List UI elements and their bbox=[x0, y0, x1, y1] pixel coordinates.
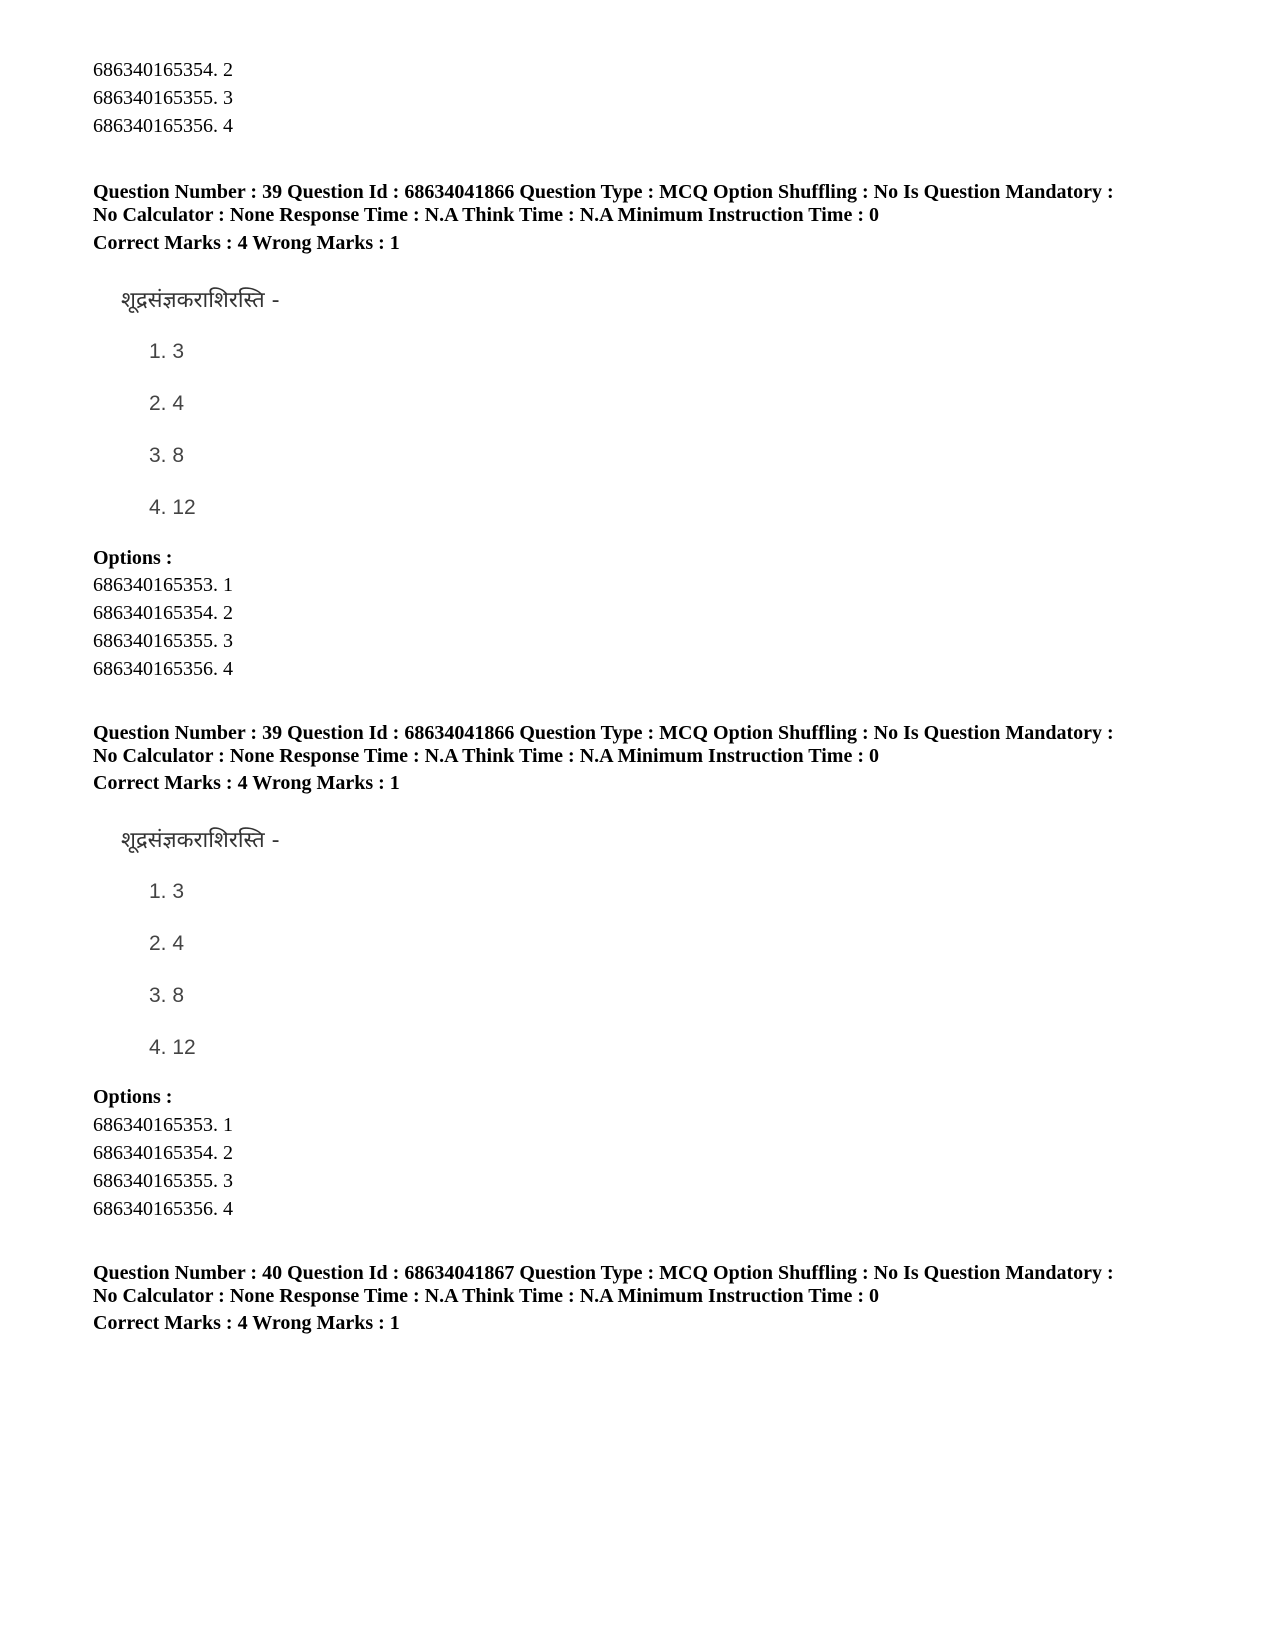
option-line: 686340165355. 3 bbox=[93, 630, 233, 652]
question-choice: 3. 8 bbox=[149, 984, 185, 1007]
option-line: 686340165353. 1 bbox=[93, 574, 233, 596]
question-header-line2: No Calculator : None Response Time : N.A Think Time : N.A Minimum Instruction Time : 0 bbox=[93, 1285, 879, 1307]
option-line: 686340165353. 1 bbox=[93, 1114, 233, 1136]
question-header-line1: Question Number : 40 Question Id : 68634041867 Question Type : MCQ Option Shuffling : No Is Question Mandatory : bbox=[93, 1262, 1114, 1284]
options-label: Options : bbox=[93, 1086, 173, 1108]
option-line: 686340165356. 4 bbox=[93, 115, 233, 137]
question-marks: Correct Marks : 4 Wrong Marks : 1 bbox=[93, 232, 400, 254]
options-label: Options : bbox=[93, 547, 173, 569]
question-header-line2: No Calculator : None Response Time : N.A Think Time : N.A Minimum Instruction Time : 0 bbox=[93, 204, 879, 226]
question-marks: Correct Marks : 4 Wrong Marks : 1 bbox=[93, 1312, 400, 1334]
question-choice: 3. 8 bbox=[149, 444, 185, 467]
question-choice: 2. 4 bbox=[149, 392, 185, 415]
question-header-line1: Question Number : 39 Question Id : 68634041866 Question Type : MCQ Option Shuffling : No Is Question Mandatory : bbox=[93, 181, 1114, 203]
question-choice: 4. 12 bbox=[149, 1036, 196, 1059]
option-line: 686340165355. 3 bbox=[93, 87, 233, 109]
option-line: 686340165354. 2 bbox=[93, 1142, 233, 1164]
option-line: 686340165356. 4 bbox=[93, 1198, 233, 1220]
question-header-line1: Question Number : 39 Question Id : 68634041866 Question Type : MCQ Option Shuffling : No Is Question Mandatory : bbox=[93, 722, 1114, 744]
question-text: शूद्रसंज्ञकराशिरस्ति - bbox=[121, 288, 280, 313]
option-line: 686340165354. 2 bbox=[93, 602, 233, 624]
option-line: 686340165355. 3 bbox=[93, 1170, 233, 1192]
question-choice: 4. 12 bbox=[149, 496, 196, 519]
question-text: शूद्रसंज्ञकराशिरस्ति - bbox=[121, 828, 280, 853]
question-header-line2: No Calculator : None Response Time : N.A Think Time : N.A Minimum Instruction Time : 0 bbox=[93, 745, 879, 767]
question-choice: 2. 4 bbox=[149, 932, 185, 955]
question-choice: 1. 3 bbox=[149, 880, 185, 903]
question-marks: Correct Marks : 4 Wrong Marks : 1 bbox=[93, 772, 400, 794]
option-line: 686340165356. 4 bbox=[93, 658, 233, 680]
option-line: 686340165354. 2 bbox=[93, 59, 233, 81]
question-choice: 1. 3 bbox=[149, 340, 185, 363]
